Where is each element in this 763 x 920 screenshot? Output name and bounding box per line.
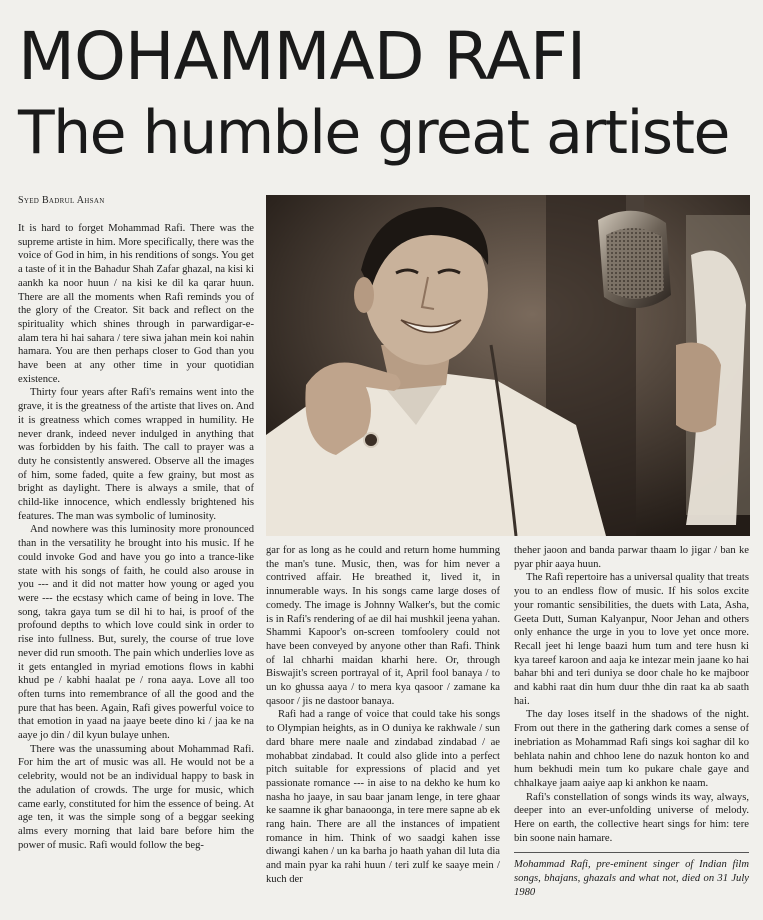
article-column-3 — [514, 544, 749, 916]
paragraph: gar for as long as he could and return home humming the man's tune. Music, then, was for him never a contrived affair. He breathed it, lived it, in innumerable ways. In his songs came large doses of comedy. The image is Johnny Walker's, but the comic is in Rafi's rendering of ae dil hai mushkil jeena yahan. Shammi Kapoor's on-screen tomfoolery could not have been conveyed by anyone other than Rafi. Think of lal chharhi maidan kharhi here. Or, through Biswajit's screen portrayal of it, April fool banaya / to un ko ghussa aaya / to mera kya qasoor / zamane ka qasoor / jis ne dastoor banaya. — [266, 545, 500, 707]
byline: Syed Badrul Ahsan — [18, 195, 105, 206]
singer-photo — [266, 195, 750, 536]
paragraph: The day loses itself in the shadows of the night. From out there in the gathering dark comes a sense of inebriation as Mohammad Rafi sings koi saghar dil ko behlata nahin and chhoo lene do nazuk honton ko and hum bekhudi mein tum ko pukare chale gaye and chhalkaye jaam aaiye aap ki ankhon ke naam. — [514, 709, 749, 789]
headline-line-2: The humble great artiste — [18, 98, 729, 168]
paragraph: The Rafi repertoire has a universal quality that treats you to an endless flow of music. If his solos excite your romantic sensibilities, the duets with Lata, Asha, Geeta Dutt, Suman Kalyanpur, Noor Jehan and others only enhance the urge in you to love yet once more. Recall jeet hi lenge baazi hum tum and tere husn ki kya tareef karoon and aaja ke intezar mein jaane ko hai bahar bhi and teri duniya se door chale ho ke majboor and kabhi raat din hum duur thhe din raat ka ab saath hai. — [514, 572, 749, 707]
paragraph: theher jaoon and banda parwar thaam lo jigar / ban ke pyar phir aaya huun. — [514, 545, 749, 570]
photo-caption: Mohammad Rafi, pre-eminent singer of Indian film songs, bhajans, ghazals and what not, died on 31 July 1980 — [514, 859, 749, 898]
paragraph: And nowhere was this luminosity more pronounced than in the versatility he brought into his music. If he could invoke God and have you go into a trance-like state with his songs of faith, he could also arouse in you --- and it did not matter how young or aged you were --- the ecstasy which came of being in love. The song, takra gaya tum se dil hi to hai, is proof of the profound depths to which love could sink in order to rise into fullness. But, surely, the course of true love never did run smooth. The pain which underlies love as it gets entangled in myriad emotions flows in kabhi khud pe / kabhi haalat pe / rona aaya. Love all too often turns into remembrance of all the good and the pure that has been. Again, Rafi gives powerful voice to that emotion in yaad na jaaye beete dino ki / jaa ke na aaye jo din / dil kyun bulaye unhen. — [18, 524, 254, 742]
headline-line-1: MOHAMMAD RAFI — [18, 18, 586, 95]
singer-photo-illustration — [266, 195, 750, 536]
paragraph: Thirty four years after Rafi's remains went into the grave, it is the greatness of the artiste that lives on. And it is greatness which comes wrapped in humility. He never drank, indeed never indulged in anything that was forbidden by his faith. The call to prayer was a duty he consistently answered. Observe all the images of him, some faded, quite a few grainy, but most as bright as daylight. There is always a smile, that of child-like innocence, which endlessly brightened his features. The man was symbolic of luminosity. — [18, 387, 254, 522]
article-column-1 — [18, 222, 254, 918]
caption-divider — [514, 852, 749, 853]
paragraph: Rafi's constellation of songs winds its way, always, deeper into an ever-unfolding universe of melody. Here on earth, the collective heart sings for him: tere bin soone nain hamare. — [514, 791, 749, 844]
paragraph: There was the unassuming about Mohammad Rafi. For him the art of music was all. He would not be a celebrity, would not be an individual happy to bask in the adulation of crowds. The urge for music, which came early, constituted for him the essence of being. At age ten, it was the simple song of a beggar seeking alms every morning that laid bare before him the power of music. Rafi would follow the beg- — [18, 743, 254, 851]
article-column-2 — [266, 544, 500, 916]
paragraph: It is hard to forget Mohammad Rafi. There was the supreme artiste in him. More specifically, there was the voice of God in him, in his renditions of songs. You get a taste of it in the Bahadur Shah Zafar ghazal, na kisi ki aankh ka noor huun / na kisi ke dil ka qarar huun. There are all the moments when Rafi reminds you of the glory of the Creator. Sit back and reflect on the spirituality which shines through in parwardigar-e-alam tera hi hai sahara / tere siwa jahan mein koi nahin hamara. You are then perhaps closer to God than you have been at any other time in your quotidian existence. — [18, 223, 254, 385]
paragraph: Rafi had a range of voice that could take his songs to Olympian heights, as in O duniya ke rakhwale / sun dard bhare mere naale and zindabad zindabad / ae mohabbat zindabad. It could also glide into a perfect pitch suitable for expressions of placid and yet passionate romance --- in aise to na dekho ke hum ko nasha ho jaaye, in sau baar janam lenge, in tere ghaar ke saamne ik ghar banaoonga, in tere mere sapne ab ek rang hain. There are all the instances of impatient romance in him. Think of wo saadgi kahen isse diwangi kahen / un ka barha jo haath yahan dil luta dia and main pyar ka rahi huun / teri zulf ke saaye mein / kuch der — [266, 709, 500, 885]
